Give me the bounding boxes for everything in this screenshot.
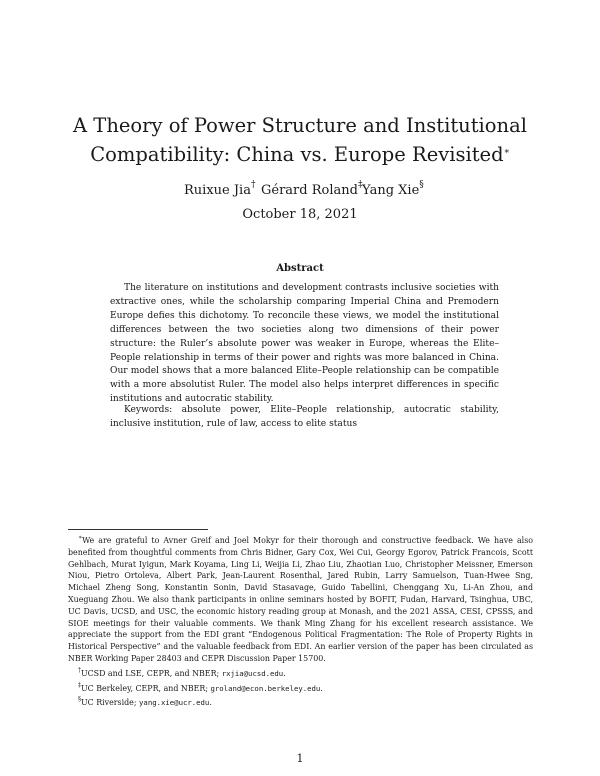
email-link[interactable]: yang.xie@ucr.edu <box>139 698 210 708</box>
footnote-acknowledgements: ∗We are grateful to Avner Greif and Joel Mokyr for their thorough and constructive feedback. We have also benefited from thoughtful comments from Chris Bidner, Gary Cox, Wei Cui, Georgy Egorov, Patrick Francois, Scott Gehlbach, Murat Iyigun, Mark Koyama, Ling Li, Weijia Li, Zhao Liu, Zhaotian Luo, Christopher Meissner, Emerson Niou, Pietro Ortoleva, Albert Park, Jean-Laurent Rosenthal, Jared Rubin, Larry Samuelson, Tuan-Hwee Sng, Michael Zheng Song, Konstantin Sonin, David Stasavage, Guido Tabellini, Chenggang Xu, Li-An Zhou, and Xueguang Zhou. We also thank participants in online seminars hosted by BOFIT, Fudan, Harvard, Tsinghua, UBC, UC Davis, UCSD, and USC, the economic history reading group at Monash, and the 2021 ASSA, CESI, CPSSS, and SIOE meetings for their valuable comments. We thank Ming Zhang for his excellent research assistance. We appreciate the support from the EDI grant “Endogenous Political Fragmentation: The Role of Property Rights in Historical Perspective” and the valuable feedback from EDI. An earlier version of the paper has been circulated as NBER Working Paper 28403 and CEPR Discussion Paper 15700. <box>68 534 533 663</box>
email-link[interactable]: rxjia@ucsd.edu <box>221 668 284 678</box>
footnote-roland: ‡UC Berkeley, CEPR, and NBER; groland@econ.berkeley.edu. <box>78 681 323 693</box>
paper-title <box>60 112 540 168</box>
footnote-xie: §UC Riverside; yang.xie@ucr.edu. <box>78 696 212 708</box>
keywords: Keywords: absolute power, Elite–People relationship, autocratic stability, inclusive institution, rule of law, access to elite status <box>110 405 499 429</box>
page-number: 1 <box>296 752 304 765</box>
footnotes <box>68 532 533 709</box>
title-line-2: Compatibility: China vs. Europe Revisited∗ <box>90 143 510 166</box>
email-link[interactable]: groland@econ.berkeley.edu <box>210 683 321 693</box>
title-footnote-mark: ∗ <box>503 147 510 157</box>
author-xie: Yang Xie§ <box>362 180 424 198</box>
abstract-text: The literature on institutions and development contrasts inclusive societies with extractive ones, while the scholarship comparing Imperial China and Premodern Europe defies this dichotomy. To reconcile these views, we model the institutional differences between the two societies along two dimensions of their power structure: the Ruler’s absolute power was weaker in Europe, whereas the Elite–People relationship in terms of their power and rights was more balanced in China. Our model shows that a more balanced Elite–People relationship can be compatible with a more absolutist Ruler. The model also helps interpret differences in specific institutions and autocratic stability. <box>110 283 499 405</box>
footnote-rule <box>68 529 208 530</box>
abstract-heading: Abstract <box>276 263 324 274</box>
author-jia: Ruixue Jia† <box>184 180 256 198</box>
paper-date: October 18, 2021 <box>242 207 358 222</box>
title-line-1: A Theory of Power Structure and Institutional <box>73 114 527 137</box>
footnote-jia: †UCSD and LSE, CEPR, and NBER; rxjia@ucsd.edu. <box>78 666 286 678</box>
author-roland: Gérard Roland‡ <box>261 180 363 198</box>
